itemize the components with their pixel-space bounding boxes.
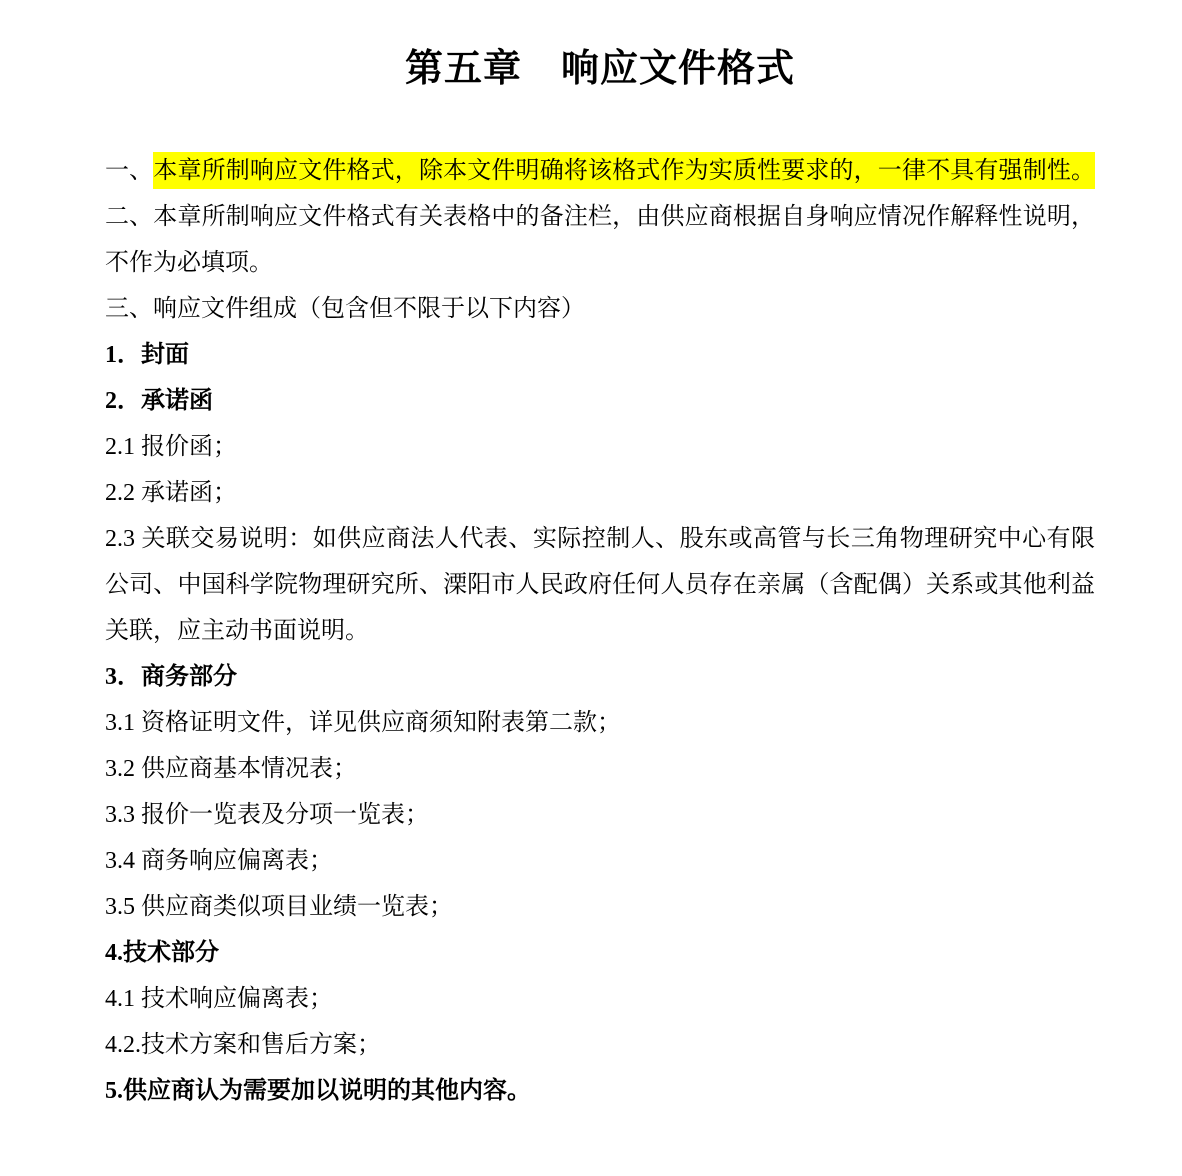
item-3-4-commercial-deviation: 3.4 商务响应偏离表；: [105, 848, 333, 874]
intro-list-marker: 一、: [105, 158, 154, 184]
item-3-3-quotation-list: 3.3 报价一览表及分项一览表；: [105, 802, 429, 828]
section-1-cover-heading: 1．封面: [105, 342, 189, 368]
document-body: [105, 148, 1095, 1114]
chapter-title: 第五章 响应文件格式: [404, 48, 795, 90]
item-2-2-commitment-letter: 2.2 承诺函；: [105, 480, 237, 506]
paragraph-composition-heading: 三、响应文件组成（包含但不限于以下内容）: [105, 296, 585, 322]
item-4-1-technical-deviation: 4.1 技术响应偏离表；: [105, 986, 333, 1012]
section-2-commitment-heading: 2．承诺函: [105, 388, 213, 414]
item-2-1-quotation-letter: 2.1 报价函；: [105, 434, 237, 460]
item-3-5-similar-project-record: 3.5 供应商类似项目业绩一览表；: [105, 894, 453, 920]
section-4-technical-heading: 4.技术部分: [105, 940, 219, 966]
item-3-1-qualification-documents: 3.1 资格证明文件，详见供应商须知附表第二款；: [105, 710, 621, 736]
section-3-commercial-heading: 3．商务部分: [105, 664, 237, 690]
intro-highlighted-text: 本章所制响应文件格式，除本文件明确将该格式作为实质性要求的，一律不具有强制性。: [153, 152, 1095, 189]
item-3-2-supplier-basic-info: 3.2 供应商基本情况表；: [105, 756, 357, 782]
item-2-3-related-transactions: 2.3 关联交易说明：如供应商法人代表、实际控制人、股东或高管与长三角物理研究中心有限公司、中国科学院物理研究所、溧阳市人民政府任何人员存在亲属（含配偶）关系或其他利益关联，应主动书面说明。: [105, 526, 1095, 644]
item-4-2-technical-plan: 4.2.技术方案和售后方案；: [105, 1032, 381, 1058]
paragraph-intro: [105, 148, 1095, 194]
section-5-other-content-heading: 5.供应商认为需要加以说明的其他内容。: [105, 1078, 531, 1104]
paragraph-notes-column-rule: 二、本章所制响应文件格式有关表格中的备注栏，由供应商根据自身响应情况作解释性说明，不作为必填项。: [105, 204, 1095, 276]
